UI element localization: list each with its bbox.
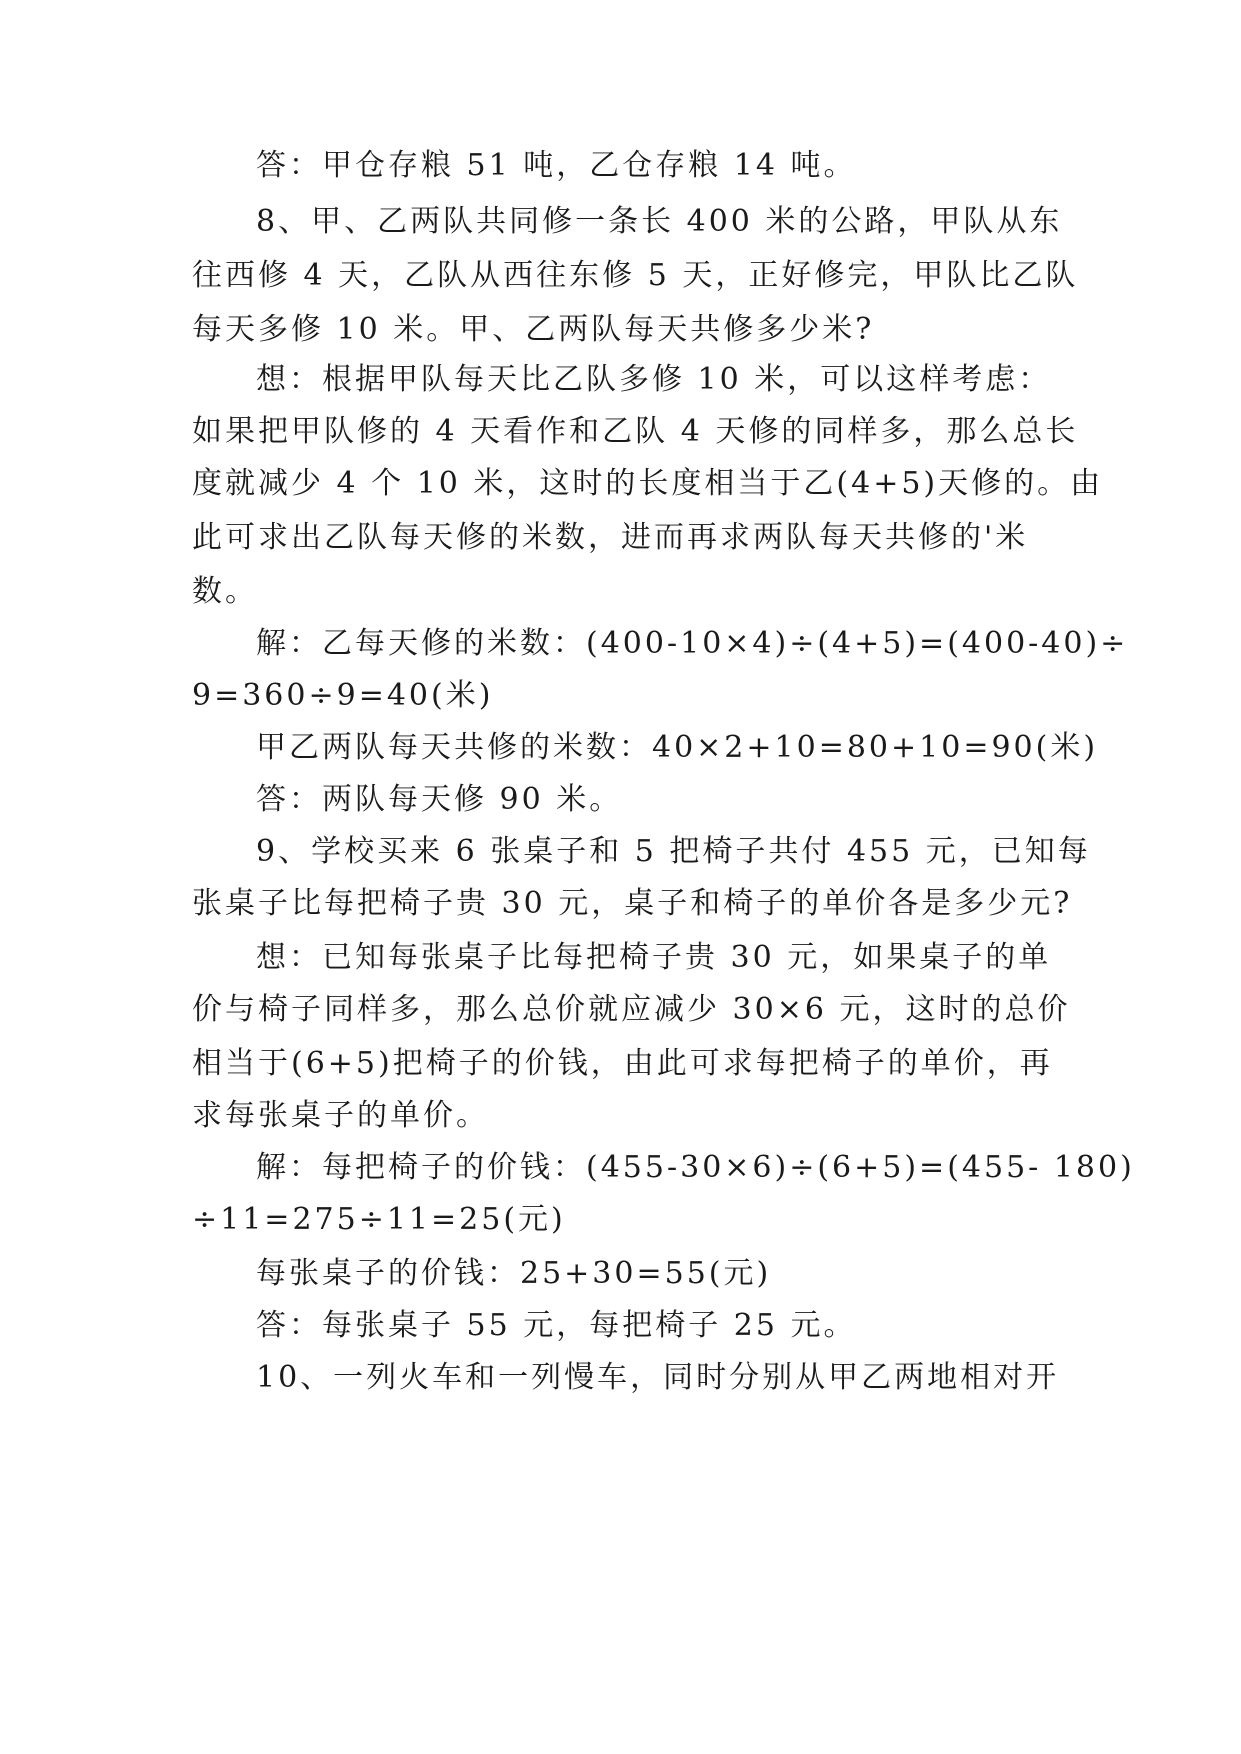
solution-8-line-1: 解：乙每天修的米数：(400-10×4)÷(4+5)=(400-40)÷ <box>256 626 1129 661</box>
problem-9-line-1: 9、学校买来 6 张桌子和 5 把椅子共付 455 元，已知每 <box>256 834 1091 869</box>
think-9-line-4: 求每张桌子的单价。 <box>192 1098 489 1133</box>
think-8-line-5: 数。 <box>192 574 258 609</box>
think-9-line-2: 价与椅子同样多，那么总价就应减少 30×6 元，这时的总价 <box>192 992 1071 1027</box>
think-8-line-1: 想：根据甲队每天比乙队多修 10 米，可以这样考虑： <box>256 362 1052 397</box>
answer-9-line: 答：每张桌子 55 元，每把椅子 25 元。 <box>256 1308 857 1343</box>
answer-line-7: 答：甲仓存粮 51 吨，乙仓存粮 14 吨。 <box>256 148 857 183</box>
solution-8-line-3: 甲乙两队每天共修的米数：40×2+10=80+10=90(米) <box>256 730 1099 765</box>
problem-8-line-3: 每天多修 10 米。甲、乙两队每天共修多少米? <box>192 312 875 347</box>
think-8-line-3: 度就减少 4 个 10 米，这时的长度相当于乙(4+5)天修的。由 <box>192 466 1104 501</box>
problem-8-line-2: 往西修 4 天，乙队从西往东修 5 天，正好修完，甲队比乙队 <box>192 258 1079 293</box>
answer-8-line: 答：两队每天修 90 米。 <box>256 782 623 817</box>
solution-9-line-2: ÷11=275÷11=25(元) <box>192 1202 566 1237</box>
problem-8-line-1: 8、甲、乙两队共同修一条长 400 米的公路，甲队从东 <box>256 204 1063 239</box>
think-8-line-4: 此可求出乙队每天修的米数，进而再求两队每天共修的'米 <box>192 520 1029 555</box>
solution-8-line-2: 9=360÷9=40(米) <box>192 678 494 713</box>
solution-9-line-3: 每张桌子的价钱：25+30=55(元) <box>256 1256 772 1291</box>
think-9-line-3: 相当于(6+5)把椅子的价钱，由此可求每把椅子的单价，再 <box>192 1046 1053 1081</box>
think-9-line-1: 想：已知每张桌子比每把椅子贵 30 元，如果桌子的单 <box>256 940 1052 975</box>
think-8-line-2: 如果把甲队修的 4 天看作和乙队 4 天修的同样多，那么总长 <box>192 414 1079 449</box>
problem-10-line-1: 10、一列火车和一列慢车，同时分别从甲乙两地相对开 <box>256 1360 1060 1395</box>
solution-9-line-1: 解：每把椅子的价钱：(455-30×6)÷(6+5)=(455- 180) <box>256 1150 1135 1185</box>
problem-9-line-2: 张桌子比每把椅子贵 30 元，桌子和椅子的单价各是多少元? <box>192 886 1073 921</box>
